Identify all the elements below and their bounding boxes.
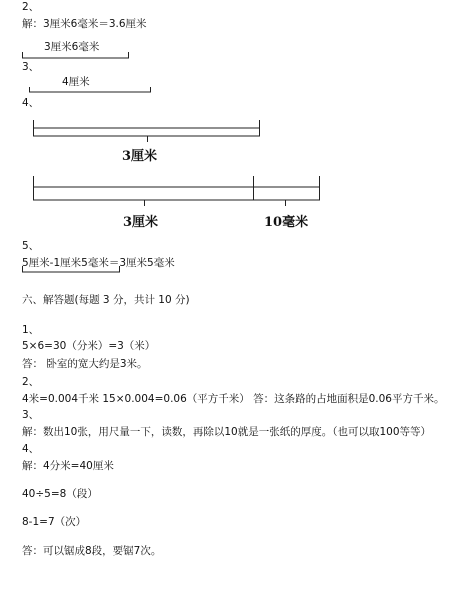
- q5-number: 5、: [22, 240, 40, 252]
- q4-brace2-top: [34, 176, 320, 187]
- q4-number: 4、: [22, 97, 40, 109]
- p1-answer: 答： 卧室的宽大约是3米。: [22, 358, 148, 370]
- p1-line1: 5×6=30（分米）=3（米）: [22, 340, 156, 352]
- p4-number: 4、: [22, 443, 40, 455]
- q2-segment: [23, 52, 129, 58]
- p3-line1: 解：数出10张，用尺量一下，读数，再除以10就是一张纸的厚度。（也可以取100等等）: [22, 426, 432, 438]
- q4-brace2-bottom: [34, 187, 320, 200]
- p2-line1: 4米=0.004千米 15×0.004=0.06（平方千米） 答：这条路的占地面积是0.06平方千米。: [22, 393, 445, 405]
- q2-number: 2、: [22, 1, 40, 13]
- q5-equation: 5厘米-1厘米5毫米＝3厘米5毫米: [22, 257, 175, 269]
- q3-number: 3、: [22, 61, 40, 73]
- p3-number: 3、: [22, 409, 40, 421]
- section6-heading: 六、解答题(每题 3 分，共计 10 分): [22, 294, 190, 306]
- q2-solution: 解：3厘米6毫米＝3.6厘米: [22, 18, 147, 30]
- q4-brace2-label-b: 10毫米: [264, 215, 309, 230]
- q3-segment-label: 4厘米: [62, 76, 90, 88]
- p4-answer: 答：可以锯成8段，要锯7次。: [22, 545, 162, 557]
- q4-brace1-label: 3厘米: [122, 149, 158, 164]
- p4-line1: 解：4分米=40厘米: [22, 460, 114, 472]
- p2-number: 2、: [22, 376, 40, 388]
- p1-number: 1、: [22, 324, 40, 336]
- q5-segment: [23, 266, 120, 272]
- p4-line3: 8-1=7（次）: [22, 516, 87, 528]
- q3-segment: [30, 87, 151, 92]
- q4-brace1-outer: [34, 120, 260, 128]
- q4-brace2-label-a: 3厘米: [123, 215, 159, 230]
- p4-line2: 40÷5=8（段）: [22, 488, 98, 500]
- q2-segment-label: 3厘米6毫米: [44, 41, 100, 53]
- q4-brace1-inner: [34, 128, 260, 136]
